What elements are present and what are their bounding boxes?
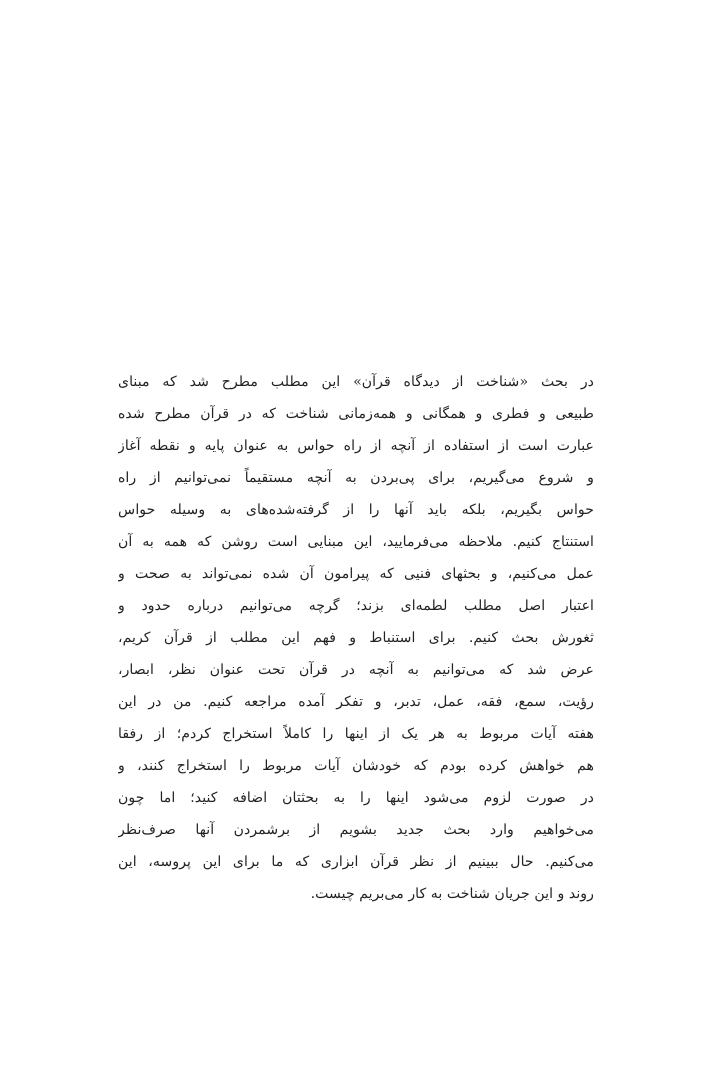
text-line: عبارت است از استفاده از آنچه از راه حواس به عنوان پایه و نقطه آغاز bbox=[118, 438, 594, 454]
text-line: عمل می‌کنیم، و بحثهای فنیی که پیرامون آن شده نمی‌تواند به صحت و bbox=[118, 566, 594, 582]
text-line: ثغورش بحث کنیم. برای استنباط و فهم این مطلب از قرآن کریم، bbox=[118, 630, 594, 646]
text-line: هم خواهش کرده بودم که خودشان آیات مربوط را استخراج کنند، و bbox=[118, 758, 594, 774]
text-line: می‌خواهیم وارد بحث جدید بشویم از برشمردن آنها صرف‌نظر bbox=[118, 822, 594, 838]
text-line: رؤیت، سمع، فقه، عمل، تدبر، و تفکر آمده مراجعه کنیم. من در این bbox=[118, 694, 594, 710]
text-line: می‌کنیم. حال ببینیم از نظر قرآن ابزاری که ما برای این پروسه، این bbox=[118, 854, 594, 870]
body-paragraph bbox=[118, 366, 594, 910]
text-line-last: روند و این جریان شناخت به کار می‌بریم چیست. bbox=[310, 886, 594, 902]
text-line: در بحث «شناخت از دیدگاه قرآن» این مطلب مطرح شد که مبنای bbox=[118, 374, 594, 390]
text-line: طبیعی و فطری و همگانی و همه‌زمانی شناخت که در قرآن مطرح شده bbox=[118, 406, 594, 422]
text-line: استنتاج کنیم. ملاحظه می‌فرمایید، این مبنایی است روشن که همه به آن bbox=[118, 534, 594, 550]
text-line: هفته آیات مربوط به هر یک از اینها را کاملاً استخراج کردم؛ از رفقا bbox=[118, 726, 594, 742]
text-line: در صورت لزوم می‌شود اینها را به بحثتان اضافه کنید؛ اما چون bbox=[118, 790, 594, 806]
text-line: و شروع می‌گیریم، برای پی‌بردن به آنچه مستقیماً نمی‌توانیم از راه bbox=[118, 470, 594, 486]
text-line: حواس بگیریم، بلکه باید آنها را از گرفته‌شده‌های به وسیله حواس bbox=[118, 502, 594, 518]
text-line: اعتبار اصل مطلب لطمه‌ای بزند؛ گرچه می‌توانیم درباره حدود و bbox=[118, 598, 594, 614]
text-line: عرض شد که می‌توانیم به آنچه در قرآن تحت عنوان نظر، ابصار، bbox=[118, 662, 594, 678]
